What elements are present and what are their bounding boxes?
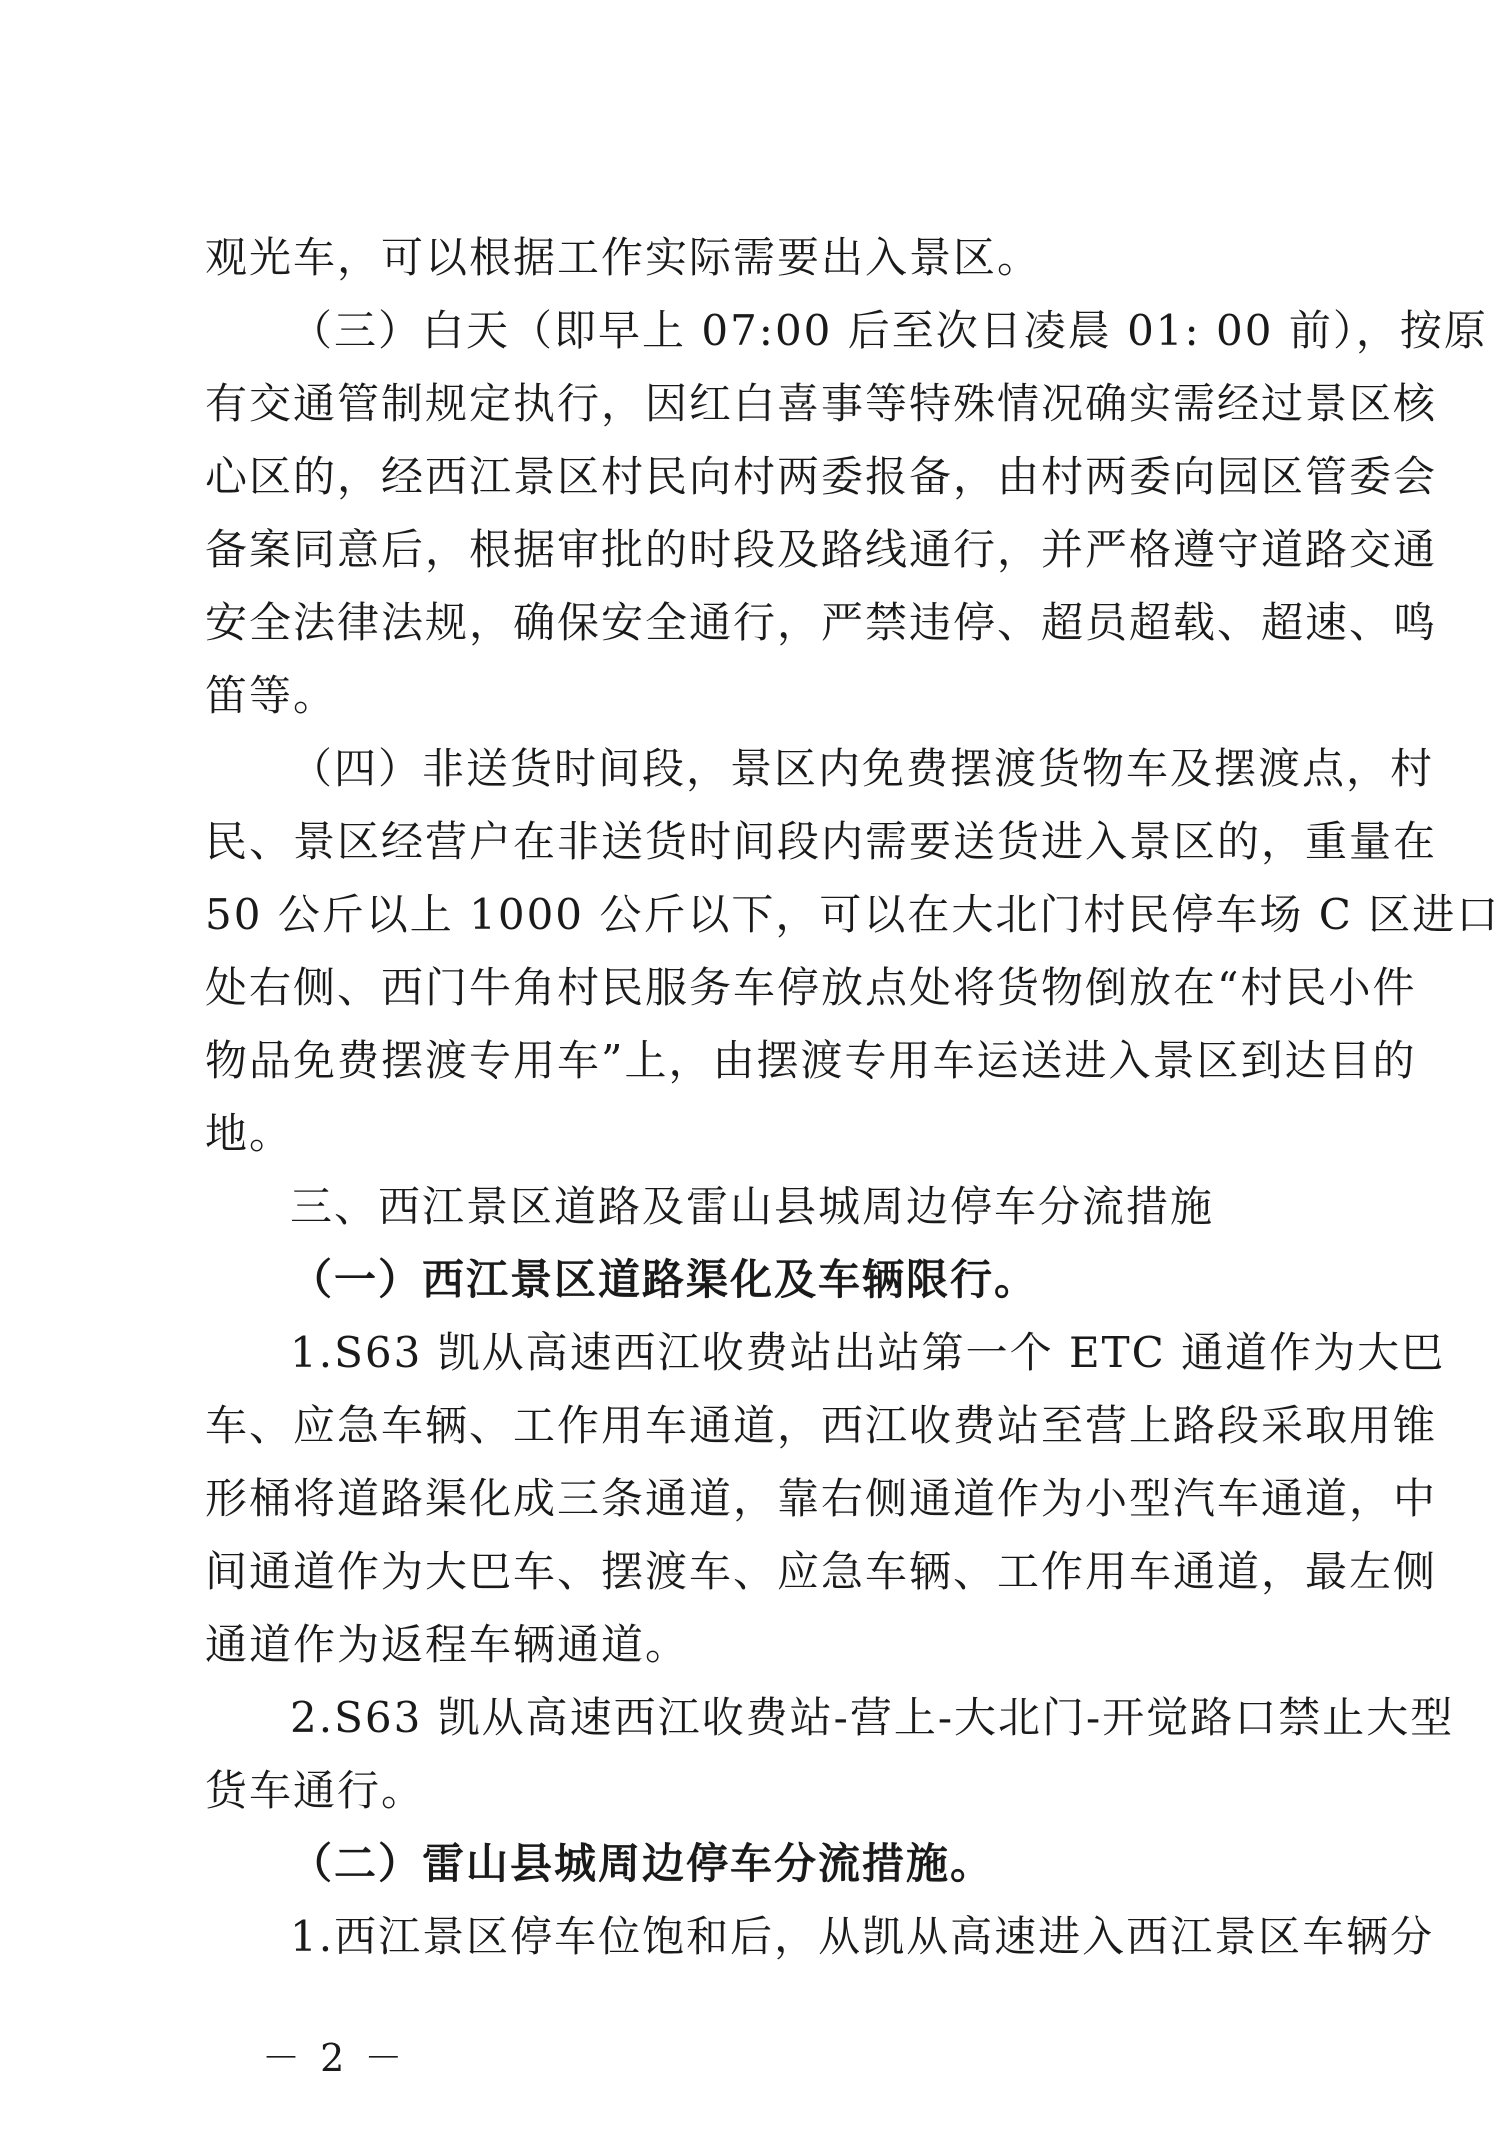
page-number: － 2 － — [262, 2036, 407, 2080]
section-4-line-3: 50 公斤以上 1000 公斤以下，可以在大北门村民停车场 C 区进口 — [205, 890, 1500, 939]
item-2-1-line-1: 1.西江景区停车位饱和后，从凯从高速进入西江景区车辆分 — [290, 1912, 1435, 1961]
section-3-line-3: 心区的，经西江景区村民向村两委报备，由村两委向园区管委会 — [205, 452, 1438, 501]
section-4-line-5: 物品免费摆渡专用车”上，由摆渡专用车运送进入景区到达目的 — [205, 1036, 1417, 1085]
subheading-one: （一）西江景区道路渠化及车辆限行。 — [290, 1255, 1039, 1304]
section-3-line-1: （三）白天（即早上 07:00 后至次日凌晨 01: 00 前），按原 — [290, 306, 1488, 355]
section-3-line-4: 备案同意后，根据审批的时段及路线通行，并严格遵守道路交通 — [205, 525, 1438, 574]
section-3-line-6: 笛等。 — [205, 671, 338, 720]
item-1-line-3: 形桶将道路渠化成三条通道，靠右侧通道作为小型汽车通道，中 — [205, 1474, 1438, 1523]
body-line-1: 观光车，可以根据工作实际需要出入景区。 — [205, 233, 1042, 282]
section-4-line-4: 处右侧、西门牛角村民服务车停放点处将货物倒放在“村民小件 — [205, 963, 1417, 1012]
item-1-line-1: 1.S63 凯从高速西江收费站出站第一个 ETC 通道作为大巴 — [290, 1328, 1446, 1377]
heading-three: 三、西江景区道路及雷山县城周边停车分流措施 — [290, 1182, 1215, 1231]
item-1-line-2: 车、应急车辆、工作用车通道，西江收费站至营上路段采取用锥 — [205, 1401, 1438, 1450]
section-4-line-6: 地。 — [205, 1109, 294, 1158]
section-3-line-2: 有交通管制规定执行，因红白喜事等特殊情况确实需经过景区核 — [205, 379, 1438, 428]
section-4-line-2: 民、景区经营户在非送货时间段内需要送货进入景区的，重量在 — [205, 817, 1438, 866]
item-1-line-4: 间通道作为大巴车、摆渡车、应急车辆、工作用车通道，最左侧 — [205, 1547, 1438, 1596]
item-1-line-5: 通道作为返程车辆通道。 — [205, 1620, 690, 1669]
section-3-line-5: 安全法律法规，确保安全通行，严禁违停、超员超载、超速、鸣 — [205, 598, 1438, 647]
item-2-line-1: 2.S63 凯从高速西江收费站-营上-大北门-开觉路口禁止大型 — [290, 1693, 1455, 1742]
item-2-line-2: 货车通行。 — [205, 1766, 426, 1815]
subheading-two: （二）雷山县城周边停车分流措施。 — [290, 1839, 995, 1888]
section-4-line-1: （四）非送货时间段，景区内免费摆渡货物车及摆渡点，村 — [290, 744, 1435, 793]
